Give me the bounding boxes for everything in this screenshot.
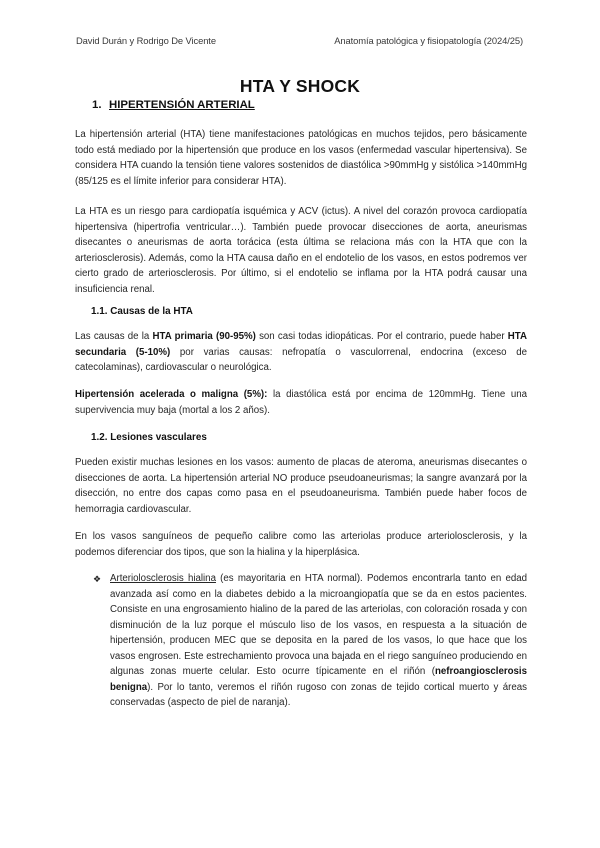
section-title: HIPERTENSIÓN ARTERIAL bbox=[109, 99, 255, 111]
header-course: Anatomía patológica y fisiopatología (2024/25) bbox=[334, 35, 523, 46]
text-run: por varias causas: nefropatía o vasculorrenal, endocrina (exceso de catecolaminas), cardiovascular o neurológica. bbox=[75, 346, 527, 373]
text-run: (es mayoritaria en HTA normal). Podemos encontrarla tanto en edad avanzada así como en la diabetes debido a la microangiopatía que se da en estos pacientes. Consiste en una engrosamiento hialino de la pared de las arteriolas, con coloración rosada y con disminución de la luz porque el músculo liso de los vasos, en respuesta a la situación de hipertensión, producen MEC que se deposita en la pared de los vasos, lo que hace que los vasos engrosen. Este estrechamiento provoca una bajada en el riego sanguíneo produciendo en algunas zonas muerte celular. Esto ocurre típicamente en el riñón ( bbox=[110, 573, 527, 677]
paragraph-causes bbox=[75, 329, 527, 376]
text-bold: Hipertensión acelerada o maligna (5%): bbox=[75, 389, 268, 400]
text-run: Las causas de la bbox=[75, 331, 153, 342]
paragraph-definition: La hipertensión arterial (HTA) tiene manifestaciones patológicas en muchos tejidos, pero básicamente todo está mediado por la hipertensión que produce en los vasos (enfermedad vascular hipertensiva). Se considera HTA cuando la tensión tiene valores sostenidos de diastólica >90mmHg y sistólica >140mmHg (85/125 es el límite inferior para considerar HTA). bbox=[75, 129, 527, 187]
section-heading-1 bbox=[92, 99, 255, 111]
subsection-heading-lesions: 1.2. Lesiones vasculares bbox=[91, 432, 207, 443]
diamond-bullet-icon: ❖ bbox=[93, 574, 102, 584]
text-bold: HTA primaria (90-95%) bbox=[152, 331, 256, 342]
text-run: son casi todas idiopáticas. Por el contrario, puede haber bbox=[255, 331, 508, 342]
document-title: HTA Y SHOCK bbox=[239, 76, 361, 96]
text-run: la diastólica está por encima de 120mmHg. Tiene una supervivencia muy baja (mortal a los 2 años). bbox=[75, 389, 527, 416]
section-number: 1. bbox=[92, 99, 102, 111]
text-run: ). Por lo tanto, veremos el riñón rugoso con zonas de tejido cortical muerto y áreas conservadas (aspecto de piel de naranja). bbox=[110, 681, 527, 708]
header-authors: David Durán y Rodrigo De Vicente bbox=[76, 35, 216, 46]
paragraph-risks: La HTA es un riesgo para cardiopatía isquémica y ACV (ictus). A nivel del corazón provoca cardiopatía hipertensiva (hipertrofia ventricular…). También puede provocar disecciones de aorta, aneurismas disecantes o aneurismas de aorta torácica (esta última se relaciona más con la HTA que con la arteriosclerosis). Además, como la HTA causa daño en el endotelio de los vasos, en estos podremos ver cierto grado de arteriosclerosis. Por último, si el endotelio se inflama por la HTA podrá causar una insuficiencia renal. bbox=[75, 206, 527, 295]
paragraph-lesions: Pueden existir muchas lesiones en los vasos: aumento de placas de ateroma, aneurismas disecantes o disecciones de aorta. La hipertensión arterial NO produce pseudoaneurismas; la sangre avanzará por la disección, no entre dos capas como pasa en el pseudoaneurisma. También puede haber focos de hemorragia cardiovascular. bbox=[75, 457, 527, 515]
bullet-item-hyaline bbox=[110, 571, 527, 711]
text-bold: HTA secundaria (5-10%) bbox=[75, 331, 527, 358]
bullet-term: Arteriolosclerosis hialina bbox=[110, 573, 216, 584]
paragraph-malignant bbox=[75, 387, 527, 418]
text-bold: nefroangiosclerosis benigna bbox=[110, 666, 527, 693]
paragraph-arteriolosclerosis: En los vasos sanguíneos de pequeño calibre como las arteriolas produce arteriolosclerosis, y la podemos diferenciar dos tipos, que son la hialina y la hiperplásica. bbox=[75, 531, 527, 558]
subsection-heading-causes: 1.1. Causas de la HTA bbox=[91, 306, 193, 317]
page-header bbox=[76, 35, 523, 49]
